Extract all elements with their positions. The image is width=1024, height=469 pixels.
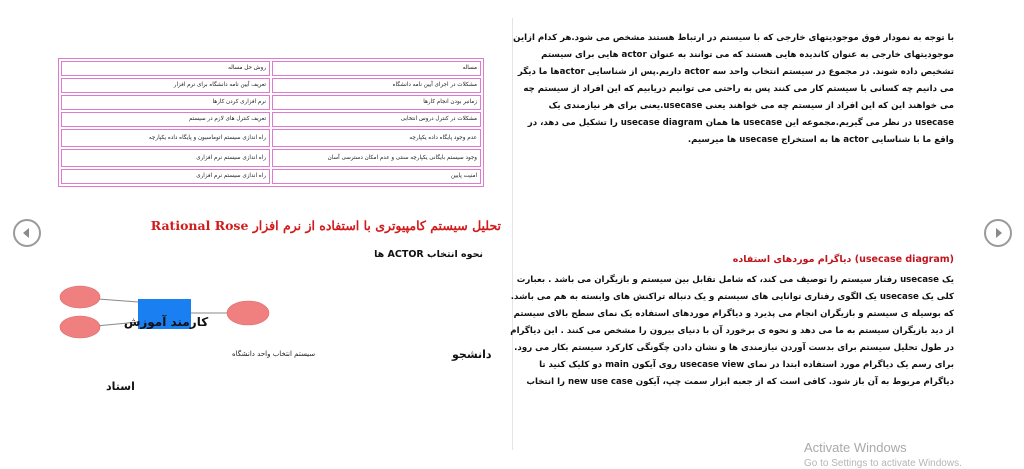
table-row [61, 78, 481, 93]
problem-cell: وجود سیستم بایگانی یکپارچه سنتی و عدم امکان دسترسی آسان [272, 149, 481, 167]
actor-ellipse [60, 286, 100, 308]
solution-cell: نرم افزاری کردن کارها [61, 95, 270, 110]
table-row [61, 129, 481, 147]
table-row [61, 169, 481, 184]
problem-cell: مساله [272, 61, 481, 76]
solution-cell: تعریف آیین نامه دانشگاه برای نرم افزار [61, 78, 270, 93]
solution-cell: تعریف کنترل های لازم در سیستم [61, 112, 270, 127]
problem-cell: امنیت پایین [272, 169, 481, 184]
problem-solution-table [58, 58, 484, 187]
system-box-label: کارمند آموزش [123, 315, 209, 329]
table-row [61, 112, 481, 127]
problem-cell: زمانبر بودن انجام کارها [272, 95, 481, 110]
solution-cell: راه اندازی سیستم نرم افزاری [61, 149, 270, 167]
solution-cell: راه اندازی سیستم اتوماسیون و پایگاه داده یکپارچه [61, 129, 270, 147]
section-heading: تحلیل سیستم کامپیوتری با استفاده از نرم افزار Rational Rose [150, 218, 501, 233]
problem-cell: مشکلات در کنترل دروس انتخابی [272, 112, 481, 127]
table-row [61, 61, 481, 76]
activate-windows-subtitle: Go to Settings to activate Windows. [804, 458, 962, 469]
right-page [510, 0, 1024, 467]
actor-ellipse [60, 316, 100, 338]
paragraph-usecase: یک usecase رفتار سیستم را توصیف می کند، که شامل تقابل بین سیستم و بازیگران می باشد . بعبارت کلی یک usecase یک الگوی رفتاری توانایی های سیستم و یک دنباله تراکنش های وابسته به هم می باشد. که بوسیله ی سیستم و بازیگران انجام می پذیرد و دیاگرام موردهای استفاده یک نمای سطح بالای سیستم از دید بازیگران سیستم به ما می دهد و نحوه ی برخورد آن با دنیای بیرون را مشخص می کنند . این دیاگرام در طول تحلیل سیستم برای بدست آوردن نیازمندی ها و نشان دادن چگونگی کارکرد سیستم بکار می رود. برای رسم یک دیاگرام مورد استفاده ابتدا در نمای usecase view روی آیکون main دو کلیک کنید تا دیاگرام مربوط به آن باز شود. کافی است که از جعبه ابزار سمت چپ، آیکون new use case را انتخاب [510, 275, 954, 387]
problem-cell: مشکلات در اجرای آیین نامه دانشگاه [272, 78, 481, 93]
problem-cell: عدم وجود پایگاه داده یکپارچه [272, 129, 481, 147]
actor-diagram [50, 280, 300, 350]
actor-ellipse [227, 301, 269, 325]
usecase-diagram-heading: (usecase diagram) دیاگرام موردهای استفاده [732, 254, 954, 265]
left-page [0, 0, 511, 467]
student-label: دانشجو [452, 348, 492, 361]
solution-cell: روش حل مساله [61, 61, 270, 76]
paragraph-actors: با توجه به نمودار فوق موجودیتهای خارجی که با سیستم در ارتباط هستند مشخص می شود.هر کدام ازاین موجودیتهای خارجی به عنوان کاندیده هایی هستند که می توانند به عنوان actor هایی برای سیستم تشخیص داده شوند. در مجموع در سیستم انتخاب واحد سه actor داریم.پس از شناسایی actorها ما دیگر می دانیم چه کسانی با سیستم کار می کنند پس به راحتی می توانیم دریابیم که این افراد از سیستم چه می خواهند این که این افراد از سیستم چه می خواهند یعنی usecase.یعنی برای هر نیازمندی یک usecase در نظر می گیریم.مجموعه این usecase ها همان usecase diagram را تشکیل می دهد، در واقع ما با شناسایی actor ها به استخراج usecase ها میرسیم. [513, 33, 954, 145]
table-row [61, 149, 481, 167]
solution-cell: راه اندازی سیستم نرم افزاری [61, 169, 270, 184]
actor-selection-heading: نحوه انتخاب ACTOR ها [374, 249, 483, 260]
registration-system-label: سیستم انتخاب واحد دانشگاه [232, 350, 316, 358]
teacher-label: استاد [106, 380, 135, 393]
table-row [61, 95, 481, 110]
activate-windows-watermark: Activate Windows [804, 440, 907, 455]
